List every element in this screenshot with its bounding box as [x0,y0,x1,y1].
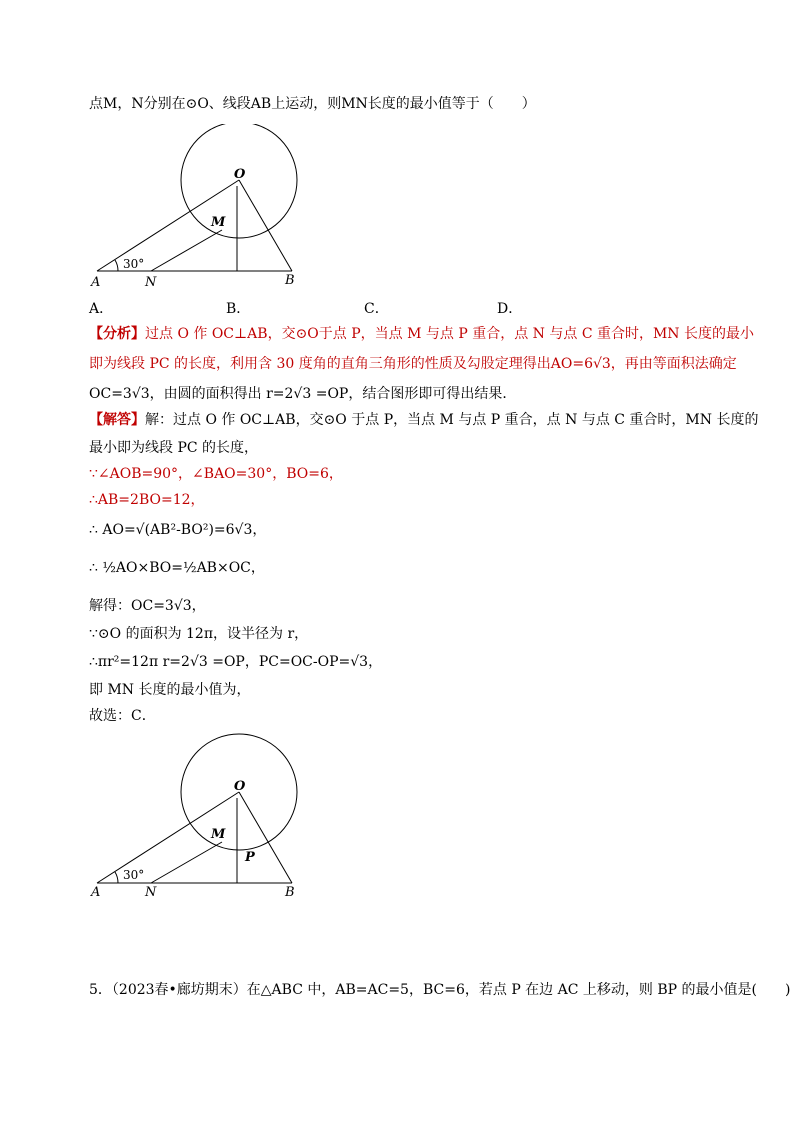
label-angle: 30° [123,257,145,271]
analysis-tag: 【分析】 [89,326,145,342]
label-b: B [285,273,295,288]
analysis-line-1: 【分析】过点 O 作 OC⊥AB，交⊙O于点 P，当点 M 与点 P 重合，点 N 与点 C 重合时，MN 长度的最小 [89,326,755,342]
label-n-2: N [145,885,157,900]
segment-ob-2 [239,792,292,883]
label-angle-2: 30° [123,868,145,882]
choice-b: B． [226,301,251,317]
figure-circle-triangle-1 [85,124,310,294]
solution-line-8: ∵⊙O 的面积为 12π，设半径为 r， [89,626,309,642]
angle-arc [115,260,118,271]
solution-line-3: ∵∠AOB=90°，∠BAO=30°，BO=6， [89,466,343,482]
question-stem: 点M，N分别在⊙O、线段AB上运动，则MN长度的最小值等于（ ） [89,96,536,112]
solution-line-6: ∴ ½AO×BO=½AB×OC， [89,560,265,576]
segment-ob [239,180,292,271]
label-m-2: M [211,827,226,842]
solution-line-4: ∴AB=2BO=12， [89,492,205,508]
label-m: M [211,215,226,230]
label-o: O [234,167,246,182]
figure-circle-triangle-2 [85,730,310,902]
solution-line-11: 故选：C． [89,708,156,724]
choice-d: D． [497,301,523,317]
label-a: A [91,275,101,290]
solution-tag: 【解答】 [89,412,145,428]
solution-line-2: 最小即为线段 PC 的长度， [89,440,259,456]
analysis-line-2: 即为线段 PC 的长度，利用含 30 度角的直角三角形的性质及勾股定理得出AO=6√3，再由等面积法确定 [89,356,737,372]
angle-arc-2 [115,872,118,883]
choice-a: A． [89,301,114,317]
segment-mn [151,230,222,271]
solution-line-10: 即 MN 长度的最小值为， [89,682,251,698]
solution-line-1: 【解答】解：过点 O 作 OC⊥AB，交⊙O 于点 P，当点 M 与点 P 重合，点 N 与点 C 重合时，MN 长度的 [89,412,759,428]
solution-line-7: 解得：OC=3√3， [89,598,206,614]
label-o-2: O [234,779,246,794]
label-a-2: A [91,885,101,900]
solution-line-9: ∴πr²=12π r=2√3 =OP，PC=OC-OP=√3， [89,654,383,670]
next-question: 5．（2023春•廊坊期末）在△ABC 中，AB=AC=5，BC=6，若点 P 在边 AC 上移动，则 BP 的最小值是( ) [89,982,791,998]
solution-line-5: ∴ AO=√(AB²-BO²)=6√3， [89,522,267,538]
segment-mn-2 [151,842,222,883]
label-n: N [145,275,157,290]
label-b-2: B [285,885,295,900]
choice-c: C． [364,301,389,317]
label-p-2: P [245,850,255,865]
analysis-line-3: OC=3√3，由圆的面积得出 r=2√3 =OP，结合图形即可得出结果． [89,386,517,402]
